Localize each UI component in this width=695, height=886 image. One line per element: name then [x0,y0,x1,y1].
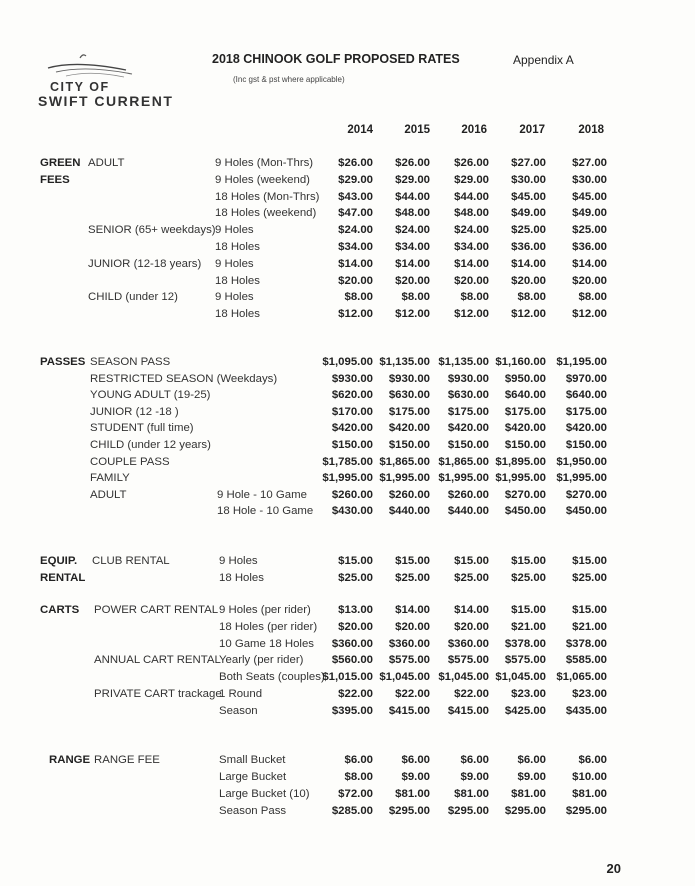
item-label: 9 Holes (Mon-Thrs) [215,157,314,169]
rate-value-2014: $1,015.00 [322,671,373,684]
rate-value-2018: $15.00 [572,604,607,616]
rate-row [0,373,695,389]
rate-value-2015: $9.00 [401,771,430,783]
rate-value-2014: $8.00 [344,291,373,304]
rate-value-2014: $29.00 [338,173,373,186]
rate-value-2014: $930.00 [331,372,373,385]
rate-value-2014: $285.00 [331,805,373,817]
rate-row [0,422,695,438]
rate-value-2015: $630.00 [388,389,430,402]
subcategory-label: RESTRICTED SEASON (Weekdays) [90,372,278,385]
rate-value-2016: $20.00 [454,620,489,633]
item-label: 10 Game 18 Holes [219,637,314,650]
rate-value-2014: $560.00 [331,654,373,667]
rate-value-2016: $20.00 [454,274,489,287]
subcategory-label: CHILD (under 12 years) [90,439,211,451]
rate-value-2017: $575.00 [504,654,546,667]
rate-value-2014: $1,095.00 [322,356,373,368]
item-label: Small Bucket [219,754,286,766]
subcategory-label: FAMILY [90,472,130,485]
rate-value-2016: $1,995.00 [438,472,489,485]
rate-value-2015: $12.00 [395,308,430,321]
rate-value-2018: $1,995.00 [556,472,607,485]
logo-swoosh-icon [46,52,136,80]
rate-row [0,572,695,588]
item-label: 18 Hole - 10 Game [217,505,314,518]
rate-value-2015: $1,865.00 [379,455,430,468]
item-label: 18 Holes [215,274,260,287]
subcategory-label: CHILD (under 12) [88,291,178,304]
rate-value-2017: $450.00 [504,505,546,518]
subcategory-label: RANGE FEE [94,754,160,766]
document-title: 2018 CHINOOK GOLF PROPOSED RATES [212,52,460,66]
section-label: EQUIP. [40,555,78,567]
rate-value-2014: $14.00 [338,257,373,270]
rate-value-2017: $45.00 [511,190,546,203]
rate-value-2016: $48.00 [454,207,489,220]
rate-value-2017: $420.00 [504,422,546,435]
item-label: 18 Holes [219,571,264,584]
item-label: 18 Holes [215,308,260,321]
section-label: GREEN [40,157,81,169]
rate-value-2016: $26.00 [454,157,489,169]
item-label: 18 Holes (per rider) [219,620,318,633]
rate-value-2017: $8.00 [517,291,546,304]
year-header: 2015 [404,124,430,136]
rate-value-2017: $425.00 [504,704,546,717]
rate-value-2015: $420.00 [388,422,430,435]
subcategory-label: ADULT [90,488,127,501]
section-label: PASSES [40,356,86,368]
item-label: 9 Hole - 10 Game [217,488,307,501]
rate-row [0,654,695,670]
rate-value-2015: $34.00 [395,241,430,253]
rate-value-2015: $6.00 [401,754,430,766]
rate-value-2018: $450.00 [565,505,607,518]
rate-value-2014: $22.00 [338,688,373,700]
rate-value-2016: $6.00 [460,754,489,766]
rate-row [0,705,695,721]
rate-value-2015: $15.00 [395,555,430,567]
rate-row [0,788,695,804]
rate-value-2018: $1,950.00 [556,455,607,468]
rate-value-2018: $21.00 [572,620,607,633]
item-label: 18 Holes (Mon-Thrs) [215,190,320,203]
rate-value-2015: $14.00 [395,257,430,270]
rate-value-2015: $150.00 [388,439,430,451]
rate-value-2017: $27.00 [511,157,546,169]
rate-value-2017: $150.00 [504,439,546,451]
rate-value-2016: $81.00 [454,788,489,800]
rate-value-2017: $15.00 [511,604,546,616]
rate-value-2015: $48.00 [395,207,430,220]
rate-value-2017: $1,895.00 [495,455,546,468]
subcategory-label: SENIOR (65+ weekdays) [88,224,216,237]
item-label: Large Bucket [219,771,287,783]
rate-value-2016: $630.00 [447,389,489,402]
rate-value-2015: $26.00 [395,157,430,169]
rate-value-2015: $260.00 [388,488,430,501]
rate-value-2017: $950.00 [504,372,546,385]
rate-value-2014: $26.00 [338,157,373,169]
rate-value-2018: $420.00 [565,422,607,435]
rate-value-2016: $420.00 [447,422,489,435]
item-label: 9 Holes [215,257,254,270]
rate-value-2016: $24.00 [454,224,489,237]
rate-value-2017: $6.00 [517,754,546,766]
rate-value-2014: $25.00 [338,571,373,584]
rate-row [0,258,695,274]
rate-value-2016: $14.00 [454,604,489,616]
rate-value-2018: $49.00 [572,207,607,220]
subcategory-label: STUDENT (full time) [90,422,194,435]
rate-value-2015: $175.00 [388,405,430,418]
rate-value-2018: $23.00 [572,688,607,700]
rate-value-2015: $14.00 [395,604,430,616]
rate-value-2016: $175.00 [447,405,489,418]
rate-value-2018: $6.00 [578,754,607,766]
rate-value-2014: $620.00 [331,389,373,402]
rate-value-2017: $30.00 [511,173,546,186]
rate-value-2018: $81.00 [572,788,607,800]
rate-value-2015: $440.00 [388,505,430,518]
rate-value-2016: $1,865.00 [438,455,489,468]
rate-row [0,241,695,257]
rate-row [0,275,695,291]
rate-value-2016: $295.00 [447,805,489,817]
rate-value-2014: $8.00 [344,771,373,783]
rate-value-2015: $575.00 [388,654,430,667]
rate-value-2018: $8.00 [578,291,607,304]
rate-value-2018: $585.00 [565,654,607,667]
item-label: Season [219,704,258,717]
rate-value-2017: $270.00 [504,488,546,501]
section-label: RANGE [49,754,91,766]
rate-value-2016: $575.00 [447,654,489,667]
rate-row [0,174,695,190]
rate-value-2014: $1,785.00 [322,455,373,468]
rate-row [0,505,695,521]
rate-row [0,489,695,505]
year-header: 2017 [519,124,545,136]
rate-value-2014: $6.00 [344,754,373,766]
rate-value-2015: $360.00 [388,637,430,650]
rate-value-2018: $970.00 [565,372,607,385]
rate-value-2015: $24.00 [395,224,430,237]
rate-value-2014: $24.00 [338,224,373,237]
rate-value-2018: $12.00 [572,308,607,321]
item-label: 9 Holes [219,555,258,567]
rate-row [0,456,695,472]
page-number: 20 [606,861,621,876]
subcategory-label: POWER CART RENTAL [94,604,219,616]
rate-value-2015: $20.00 [395,620,430,633]
rate-value-2016: $930.00 [447,372,489,385]
rate-value-2016: $150.00 [447,439,489,451]
rate-value-2016: $34.00 [454,241,489,253]
rate-value-2017: $1,160.00 [495,356,546,368]
subcategory-label: YOUNG ADULT (19-25) [90,389,211,402]
rate-value-2014: $20.00 [338,620,373,633]
rate-value-2017: $36.00 [511,241,546,253]
subcategory-label: COUPLE PASS [90,455,170,468]
year-header: 2016 [461,124,487,136]
rate-value-2015: $930.00 [388,372,430,385]
rate-row [0,356,695,372]
rate-row [0,688,695,704]
rate-value-2017: $175.00 [504,405,546,418]
rate-value-2016: $260.00 [447,488,489,501]
rate-value-2017: $25.00 [511,571,546,584]
rate-value-2017: $9.00 [517,771,546,783]
rate-value-2018: $175.00 [565,405,607,418]
rate-value-2015: $29.00 [395,173,430,186]
rate-row [0,157,695,173]
rate-value-2017: $23.00 [511,688,546,700]
item-label: 18 Holes [215,241,260,253]
rate-value-2018: $640.00 [565,389,607,402]
rate-value-2018: $270.00 [565,488,607,501]
item-label: 18 Holes (weekend) [215,207,317,220]
rate-value-2018: $1,065.00 [556,671,607,684]
rate-value-2017: $49.00 [511,207,546,220]
item-label: Both Seats (couples) [219,671,325,684]
subcategory-label: ANNUAL CART RENTAL [94,654,221,667]
rate-value-2017: $1,045.00 [495,671,546,684]
rate-value-2014: $72.00 [338,788,373,800]
rate-value-2016: $415.00 [447,704,489,717]
rate-row [0,604,695,620]
rate-value-2015: $1,135.00 [379,356,430,368]
rate-value-2017: $21.00 [511,620,546,633]
rate-value-2018: $1,195.00 [556,356,607,368]
rate-value-2017: $12.00 [511,308,546,321]
rate-value-2017: $14.00 [511,257,546,270]
appendix-label: Appendix A [513,53,574,67]
rate-row [0,638,695,654]
rate-value-2016: $9.00 [460,771,489,783]
rate-value-2014: $13.00 [338,604,373,616]
rate-value-2016: $29.00 [454,173,489,186]
rate-value-2016: $22.00 [454,688,489,700]
rate-value-2016: $12.00 [454,308,489,321]
rate-value-2015: $22.00 [395,688,430,700]
rate-value-2014: $420.00 [331,422,373,435]
rate-value-2014: $47.00 [338,207,373,220]
rate-value-2018: $30.00 [572,173,607,186]
rate-value-2014: $170.00 [331,405,373,418]
rate-row [0,291,695,307]
subcategory-label: ADULT [88,157,125,169]
rate-value-2016: $1,135.00 [438,356,489,368]
rate-value-2018: $36.00 [572,241,607,253]
rate-value-2015: $25.00 [395,571,430,584]
subcategory-label: JUNIOR (12 -18 ) [90,405,179,418]
subcategory-label: PRIVATE CART trackage [94,688,222,700]
rate-value-2018: $27.00 [572,157,607,169]
rate-value-2018: $45.00 [572,190,607,203]
rate-value-2017: $295.00 [504,805,546,817]
rate-value-2016: $25.00 [454,571,489,584]
rate-value-2018: $295.00 [565,805,607,817]
year-header: 2014 [347,124,373,136]
rate-value-2015: $8.00 [401,291,430,304]
rate-value-2014: $260.00 [331,488,373,501]
rate-value-2016: $15.00 [454,555,489,567]
rate-row [0,406,695,422]
item-label: 9 Holes [215,291,254,304]
rate-value-2018: $435.00 [565,704,607,717]
rate-row [0,472,695,488]
rate-row [0,207,695,223]
rate-value-2017: $20.00 [511,274,546,287]
section-label: RENTAL [40,571,86,584]
rate-value-2014: $43.00 [338,190,373,203]
rate-value-2015: $1,045.00 [379,671,430,684]
rate-row [0,754,695,770]
rate-value-2014: $1,995.00 [322,472,373,485]
rate-value-2014: $395.00 [331,704,373,717]
rate-value-2016: $360.00 [447,637,489,650]
rate-row [0,224,695,240]
logo-text-swift-current: SWIFT CURRENT [38,93,174,109]
rate-row [0,805,695,821]
item-label: Large Bucket (10) [219,788,310,800]
rate-value-2018: $14.00 [572,257,607,270]
rate-value-2018: $150.00 [565,439,607,451]
rate-value-2015: $81.00 [395,788,430,800]
rate-value-2015: $295.00 [388,805,430,817]
rate-value-2015: $415.00 [388,704,430,717]
rate-value-2016: $440.00 [447,505,489,518]
subcategory-label: JUNIOR (12-18 years) [88,257,202,270]
rate-value-2017: $640.00 [504,389,546,402]
rate-row [0,771,695,787]
rate-value-2018: $15.00 [572,555,607,567]
item-label: 9 Holes (weekend) [215,173,310,186]
rate-value-2015: $20.00 [395,274,430,287]
rate-value-2014: $15.00 [338,555,373,567]
rate-row [0,555,695,571]
rate-value-2014: $20.00 [338,274,373,287]
item-label: Yearly (per rider) [219,654,304,667]
rate-value-2014: $430.00 [331,505,373,518]
rate-value-2017: $15.00 [511,555,546,567]
rate-value-2017: $25.00 [511,224,546,237]
document-subtitle: (Inc gst & pst where applicable) [233,75,345,84]
rate-row [0,308,695,324]
item-label: 9 Holes (per rider) [219,604,311,616]
rate-value-2016: $14.00 [454,257,489,270]
year-header: 2018 [578,124,604,136]
item-label: Season Pass [219,805,287,817]
section-label: FEES [40,173,70,186]
rate-value-2018: $378.00 [565,637,607,650]
item-label: 1 Round [219,688,263,700]
rate-row [0,191,695,207]
rate-row [0,389,695,405]
rate-value-2017: $378.00 [504,637,546,650]
rate-value-2018: $25.00 [572,224,607,237]
rate-value-2014: $360.00 [331,637,373,650]
subcategory-label: CLUB RENTAL [92,555,170,567]
subcategory-label: SEASON PASS [90,356,171,368]
rate-value-2015: $44.00 [395,190,430,203]
rate-value-2016: $8.00 [460,291,489,304]
rate-value-2014: $12.00 [338,308,373,321]
rate-value-2017: $81.00 [511,788,546,800]
rate-value-2015: $1,995.00 [379,472,430,485]
rate-value-2014: $34.00 [338,241,373,253]
rate-row [0,439,695,455]
rate-value-2018: $10.00 [572,771,607,783]
rate-value-2017: $1,995.00 [495,472,546,485]
rate-value-2018: $20.00 [572,274,607,287]
section-label: CARTS [40,604,80,616]
logo-text-city-of: CITY OF [50,80,110,94]
rate-value-2016: $1,045.00 [438,671,489,684]
rate-value-2014: $150.00 [331,439,373,451]
item-label: 9 Holes [215,224,254,237]
rate-row [0,621,695,637]
rate-row [0,671,695,687]
rate-value-2018: $25.00 [572,571,607,584]
rate-value-2016: $44.00 [454,190,489,203]
